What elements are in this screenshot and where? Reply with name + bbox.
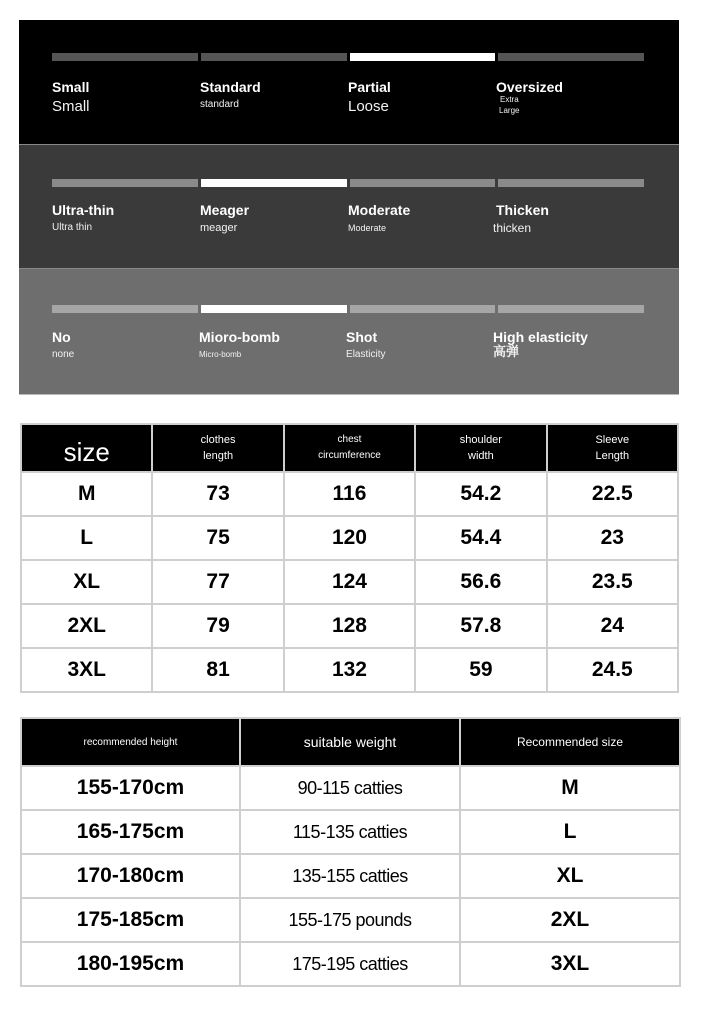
length-cell: 77	[152, 560, 283, 604]
option-subtitle: Elasticity	[346, 349, 386, 360]
option-subtitle: standard	[200, 99, 239, 110]
fit-labels	[52, 79, 652, 116]
attribute-panels	[19, 20, 679, 395]
recommend-table-header-row	[21, 718, 680, 766]
elasticity-segment	[350, 305, 496, 313]
sleeve-cell: 23	[547, 516, 678, 560]
size-cell: 2XL	[21, 604, 152, 648]
shoulder-cell: 57.8	[415, 604, 546, 648]
height-cell: 180-195cm	[21, 942, 240, 986]
clothes-length-header: clothes length	[152, 424, 283, 472]
recommended-size-cell: XL	[460, 854, 680, 898]
elasticity-option	[52, 329, 199, 361]
fit-panel	[19, 20, 679, 145]
thickness-segment	[52, 179, 198, 187]
height-cell: 170-180cm	[21, 854, 240, 898]
shoulder-cell: 59	[415, 648, 546, 692]
fit-segment	[52, 53, 198, 61]
elasticity-labels	[52, 329, 652, 361]
elasticity-scale-bar	[52, 305, 644, 313]
thickness-option	[52, 202, 200, 234]
option-subtitle-line2: Large	[499, 106, 520, 115]
shoulder-width-header: shoulder width	[415, 424, 546, 472]
option-subtitle: Moderate	[348, 223, 387, 233]
height-cell: 155-170cm	[21, 766, 240, 810]
thickness-segment-active	[201, 179, 347, 187]
chest-cell: 120	[284, 516, 415, 560]
length-cell: 75	[152, 516, 283, 560]
option-subtitle: thicken	[493, 221, 532, 235]
fit-option	[200, 79, 348, 116]
size-cell: XL	[21, 560, 152, 604]
size-table-header-row	[21, 424, 678, 472]
size-recommendation-table	[20, 717, 681, 987]
length-cell: 79	[152, 604, 283, 648]
recommended-size-header: Recommended size	[460, 718, 680, 766]
option-title: Shot	[346, 329, 378, 345]
table-row	[21, 648, 678, 692]
weight-cell: 90-115 catties	[240, 766, 460, 810]
weight-cell: 135-155 catties	[240, 854, 460, 898]
elasticity-segment	[52, 305, 198, 313]
thickness-option	[493, 202, 644, 235]
size-header: size	[21, 424, 152, 472]
height-cell: 175-185cm	[21, 898, 240, 942]
option-subtitle: Small	[52, 98, 90, 115]
chest-cell: 116	[284, 472, 415, 516]
suitable-weight-header: suitable weight	[240, 718, 460, 766]
recommended-size-cell: M	[460, 766, 680, 810]
chest-cell: 124	[284, 560, 415, 604]
height-cell: 165-175cm	[21, 810, 240, 854]
table-row	[21, 472, 678, 516]
shoulder-cell: 56.6	[415, 560, 546, 604]
table-row	[21, 560, 678, 604]
fit-option	[496, 79, 644, 116]
option-subtitle: Micro-bomb	[199, 350, 242, 359]
weight-cell: 155-175 pounds	[240, 898, 460, 942]
recommended-height-header: recommended height	[21, 718, 240, 766]
table-row	[21, 604, 678, 648]
option-subtitle: none	[52, 349, 75, 360]
thickness-option	[200, 202, 348, 234]
option-title: Thicken	[496, 202, 549, 218]
recommended-size-cell: L	[460, 810, 680, 854]
length-cell: 81	[152, 648, 283, 692]
fit-option	[348, 79, 496, 116]
thickness-labels	[52, 202, 652, 234]
size-cell: M	[21, 472, 152, 516]
sleeve-cell: 22.5	[547, 472, 678, 516]
shoulder-cell: 54.2	[415, 472, 546, 516]
option-subtitle: 高弹	[493, 344, 520, 359]
elasticity-option	[346, 329, 493, 361]
sleeve-cell: 24	[547, 604, 678, 648]
elasticity-segment-active	[201, 305, 347, 313]
option-title: Standard	[200, 79, 261, 95]
chest-cell: 132	[284, 648, 415, 692]
thickness-scale-bar	[52, 179, 644, 187]
option-title: Small	[52, 79, 90, 95]
option-subtitle: Loose	[348, 98, 389, 115]
fit-scale-bar	[52, 53, 644, 61]
table-row	[21, 766, 680, 810]
size-chart-table	[20, 423, 679, 693]
fit-segment	[201, 53, 347, 61]
thickness-panel	[19, 145, 679, 269]
sleeve-cell: 24.5	[547, 648, 678, 692]
thickness-segment	[498, 179, 644, 187]
shoulder-cell: 54.4	[415, 516, 546, 560]
option-subtitle: Extra	[500, 95, 519, 104]
table-row	[21, 516, 678, 560]
fit-option	[52, 79, 200, 116]
chest-cell: 128	[284, 604, 415, 648]
option-title: High elasticity	[493, 329, 588, 345]
thickness-option	[348, 202, 496, 234]
table-row	[21, 898, 680, 942]
option-title: Ultra-thin	[52, 202, 115, 218]
table-row	[21, 810, 680, 854]
table-row	[21, 942, 680, 986]
option-title: Oversized	[496, 79, 563, 95]
chest-header: chest circumference	[284, 424, 415, 472]
option-title: Moderate	[348, 202, 411, 218]
option-title: Mioro-bomb	[199, 329, 280, 345]
size-cell: 3XL	[21, 648, 152, 692]
thickness-segment	[350, 179, 496, 187]
fit-segment-active	[350, 53, 496, 61]
sleeve-length-header: Sleeve Length	[547, 424, 678, 472]
sleeve-cell: 23.5	[547, 560, 678, 604]
option-subtitle: Ultra thin	[52, 222, 93, 233]
length-cell: 73	[152, 472, 283, 516]
weight-cell: 115-135 catties	[240, 810, 460, 854]
elasticity-option	[493, 329, 652, 361]
size-cell: L	[21, 516, 152, 560]
fit-segment	[498, 53, 644, 61]
option-title: Partial	[348, 79, 391, 95]
option-title: No	[52, 329, 71, 345]
table-row	[21, 854, 680, 898]
elasticity-option	[199, 329, 346, 361]
elasticity-segment	[498, 305, 644, 313]
elasticity-panel	[19, 269, 679, 395]
recommended-size-cell: 2XL	[460, 898, 680, 942]
option-subtitle: meager	[200, 222, 238, 234]
option-title: Meager	[200, 202, 250, 218]
recommended-size-cell: 3XL	[460, 942, 680, 986]
weight-cell: 175-195 catties	[240, 942, 460, 986]
